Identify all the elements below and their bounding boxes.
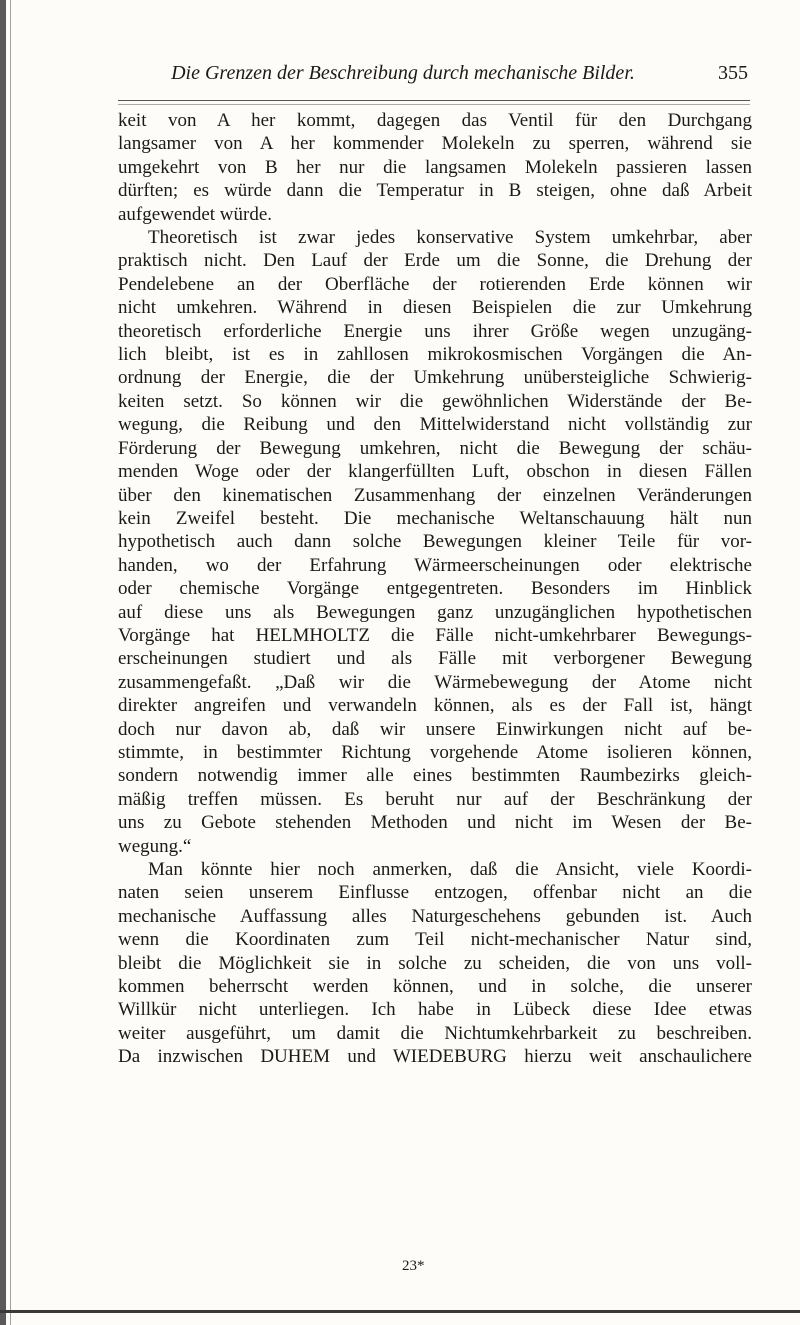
text-line: bleibt die Möglichkeit sie in solche zu scheiden, die von uns voll- xyxy=(118,952,752,974)
page-binding-edge xyxy=(0,0,6,1325)
text-line: lich bleibt, ist es in zahllosen mikrokosmischen Vorgängen die An- xyxy=(118,344,752,366)
text-line: hypothetisch auch dann solche Bewegungen kleiner Teile für vor- xyxy=(118,531,752,553)
text-line: umgekehrt von B her nur die langsamen Molekeln passieren lassen xyxy=(118,156,752,178)
text-line: mechanische Auffassung alles Naturgeschehens gebunden ist. Auch xyxy=(118,905,752,927)
text-line: Vorgänge hat HELMHOLTZ die Fälle nicht-umkehrbarer Bewegungs- xyxy=(118,624,752,646)
text-line: aufgewendet würde. xyxy=(118,203,273,225)
text-line: langsamer von A her kommender Molekeln zu sperren, während sie xyxy=(118,133,752,155)
page-bottom-edge xyxy=(0,1310,800,1313)
text-line: Theoretisch ist zwar jedes konservative System umkehrbar, aber xyxy=(148,227,752,249)
text-line: dürften; es würde dann die Temperatur in B steigen, ohne daß Arbeit xyxy=(118,180,752,202)
text-line: naten seien unserem Einflusse entzogen, offenbar nicht an die xyxy=(118,882,752,904)
page-number: 355 xyxy=(718,62,748,84)
text-line: praktisch nicht. Den Lauf der Erde um die Sonne, die Drehung der xyxy=(118,250,752,272)
text-line: stimmte, in bestimmter Richtung vorgehende Atome isolieren können, xyxy=(118,741,752,763)
running-title: Die Grenzen der Beschreibung durch mechanische Bilder. xyxy=(171,62,635,84)
text-line: wenn die Koordinaten zum Teil nicht-mechanischer Natur sind, xyxy=(118,929,752,951)
text-line: Förderung der Bewegung umkehren, nicht die Bewegung der schäu- xyxy=(118,437,752,459)
text-line: zusammengefaßt. „Daß wir die Wärmebewegung der Atome nicht xyxy=(118,671,752,693)
printer-signature: 23* xyxy=(402,1258,425,1274)
text-line: theoretisch erforderliche Energie uns ihrer Größe wegen unzugäng- xyxy=(118,320,752,342)
text-line: über den kinematischen Zusammenhang der einzelnen Veränderungen xyxy=(118,484,752,506)
page-binding-line xyxy=(10,0,11,1325)
text-line: nicht umkehren. Während in diesen Beispielen die zur Umkehrung xyxy=(118,297,752,319)
text-line: keiten setzt. So können wir die gewöhnlichen Widerstände der Be- xyxy=(118,390,752,412)
text-line: oder chemische Vorgänge entgegentreten. Besonders im Hinblick xyxy=(118,578,752,600)
text-line: Pendelebene an der Oberfläche der rotierenden Erde können wir xyxy=(118,273,752,295)
text-line: mäßig treffen müssen. Es beruht nur auf der Beschränkung der xyxy=(118,788,752,810)
text-line: keit von A her kommt, dagegen das Ventil für den Durchgang xyxy=(118,110,752,131)
text-line: erscheinungen studiert und als Fälle mit verborgener Bewegung xyxy=(118,648,752,670)
text-line: wegung, die Reibung und den Mittelwiderstand nicht vollständig zur xyxy=(118,414,752,436)
header-rule xyxy=(118,100,750,101)
text-line: menden Woge oder der klangerfüllten Luft, obschon in diesen Fällen xyxy=(118,461,752,483)
text-line: uns zu Gebote stehenden Methoden und nicht im Wesen der Be- xyxy=(118,812,752,834)
text-line: kein Zweifel besteht. Die mechanische Weltanschauung hält nun xyxy=(118,507,752,529)
header-rule-secondary xyxy=(118,104,750,105)
text-line: ordnung der Energie, die der Umkehrung unübersteigliche Schwierig- xyxy=(118,367,752,389)
text-line: kommen beherrscht werden können, und in solche, die unserer xyxy=(118,976,752,998)
text-line: sondern notwendig immer alle eines bestimmten Raumbezirks gleich- xyxy=(118,765,752,787)
text-line: doch nur davon ab, daß wir unsere Einwirkungen nicht auf be- xyxy=(118,718,752,740)
text-line: Willkür nicht unterliegen. Ich habe in Lübeck diese Idee etwas xyxy=(118,999,752,1021)
text-line: weiter ausgeführt, um damit die Nichtumkehrbarkeit zu beschreiben. xyxy=(118,1022,752,1044)
page-header xyxy=(118,62,748,92)
text-line: handen, wo der Erfahrung Wärmeerscheinungen oder elektrische xyxy=(118,554,752,576)
text-line: direkter angreifen und verwandeln können, als es der Fall ist, hängt xyxy=(118,695,752,717)
body-text xyxy=(118,109,752,1069)
text-line: auf diese uns als Bewegungen ganz unzugänglichen hypothetischen xyxy=(118,601,752,623)
text-line: Da inzwischen DUHEM und WIEDEBURG hierzu weit anschaulichere xyxy=(118,1046,752,1068)
text-line: wegung.“ xyxy=(118,835,192,857)
text-line: Man könnte hier noch anmerken, daß die Ansicht, viele Koordi- xyxy=(148,859,752,880)
